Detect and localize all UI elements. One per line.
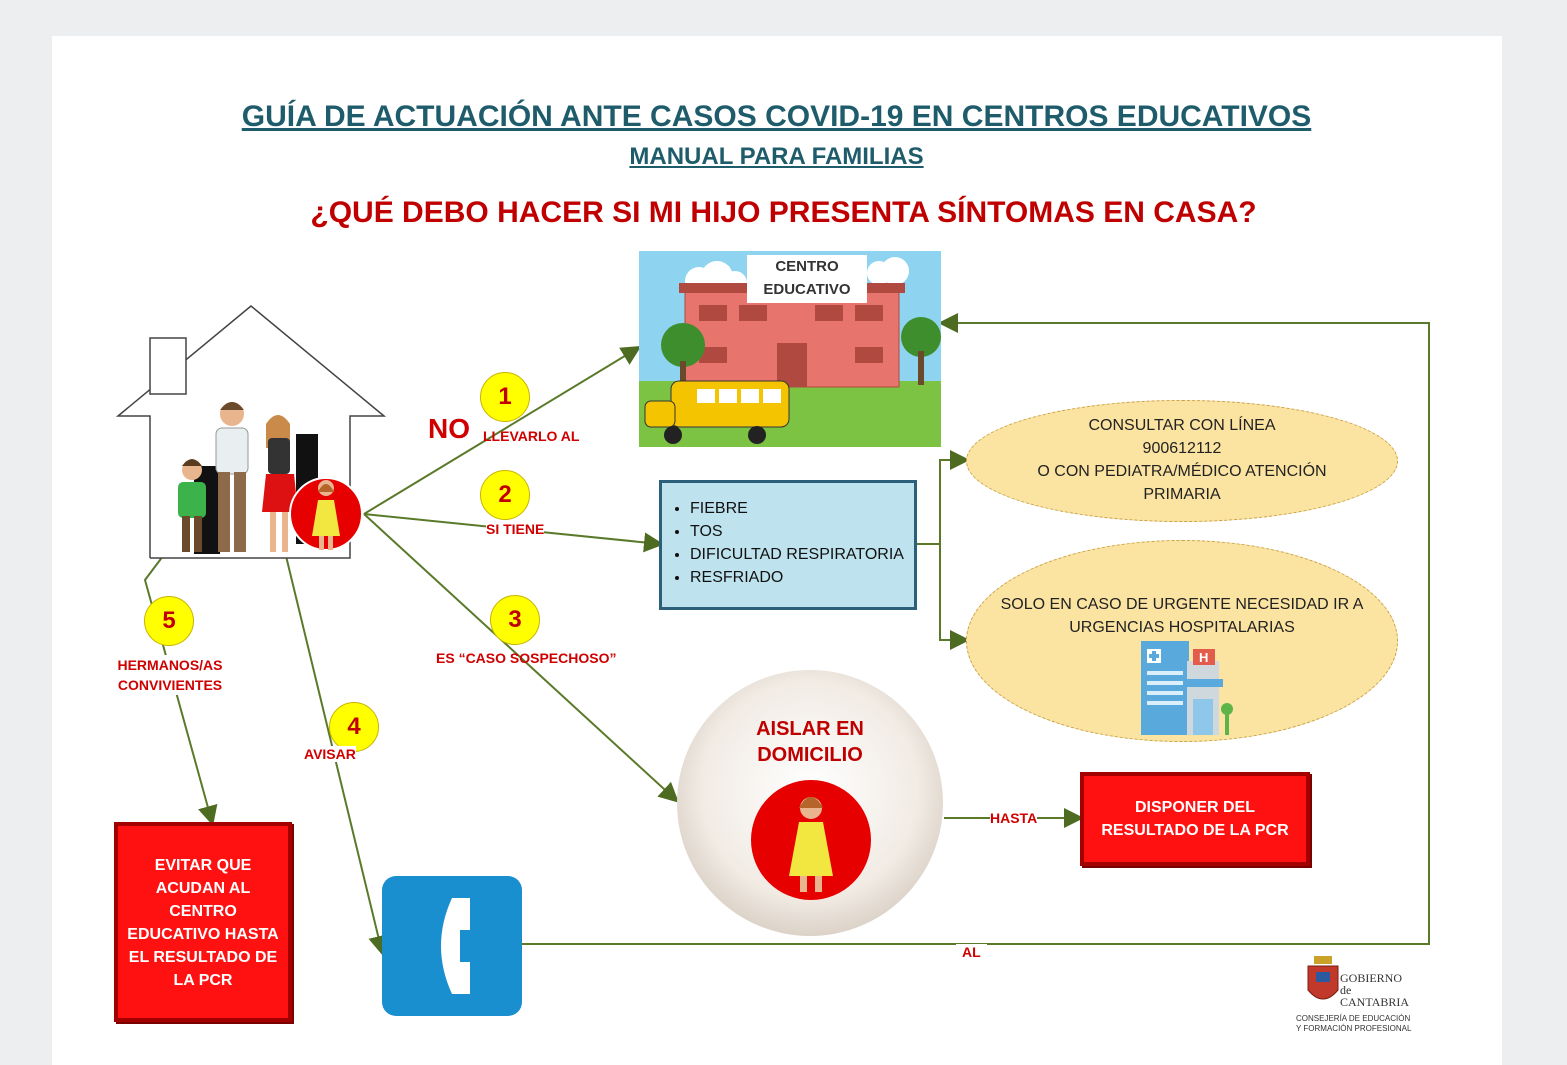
logo-line2: de — [1340, 983, 1352, 997]
svg-text:H: H — [1199, 650, 1209, 665]
urgent-line1: SOLO EN CASO DE URGENTE NECESIDAD IR A — [1000, 596, 1364, 613]
main-question: ¿QUÉ DEBO HACER SI MI HIJO PRESENTA SÍNTOMAS EN CASA? — [310, 196, 1257, 229]
step-5-label — [100, 655, 240, 695]
logo-line4: CONSEJERÍA DE EDUCACIÓN — [1296, 1014, 1411, 1023]
avoid-line: EL RESULTADO DE — [128, 949, 278, 966]
step-5-label-line2: CONVIVIENTES — [117, 677, 223, 693]
urgent-ellipse — [966, 540, 1398, 742]
consult-ellipse — [966, 400, 1398, 522]
step-2-badge: 2 — [480, 470, 530, 520]
avoid-line: CENTRO — [169, 903, 237, 920]
page-subtitle: MANUAL PARA FAMILIAS — [629, 143, 924, 170]
avoid-line: EDUCATIVO HASTA — [127, 926, 279, 943]
symptom-item: • DIFICULTAD RESPIRATORIA — [690, 543, 914, 566]
isolate-line1: AISLAR EN — [756, 718, 864, 740]
school-sign-line1: CENTRO — [775, 258, 839, 275]
step-1-badge: 1 — [480, 372, 530, 422]
logo-line1: GOBIERNO — [1340, 971, 1402, 985]
pcr-line2: RESULTADO DE LA PCR — [1101, 822, 1289, 839]
logo-line3: CANTABRIA — [1340, 995, 1410, 1009]
until-label: HASTA — [990, 810, 1038, 826]
symptom-item: • FIEBRE — [690, 497, 914, 520]
consult-phone: 900612112 — [1142, 440, 1222, 457]
gobierno-logo — [1294, 952, 1454, 1038]
consult-line3: O CON PEDIATRA/MÉDICO ATENCIÓN — [1037, 463, 1327, 480]
arrow-to-consult — [914, 460, 966, 544]
step-4-badge: 4 — [329, 702, 379, 752]
arrow-to-urgent — [940, 544, 966, 640]
isolate-line2: DOMICILIO — [757, 744, 863, 766]
step-5-label-line1: HERMANOS/AS — [117, 657, 223, 673]
avoid-school-box — [114, 822, 292, 1022]
isolation-bubble — [677, 670, 943, 936]
coat-of-arms-icon — [1306, 956, 1340, 1010]
phone-icon — [382, 876, 522, 1016]
school-sign — [747, 255, 867, 303]
avoid-line: LA PCR — [173, 972, 233, 989]
step-1-no: NO — [428, 413, 470, 444]
step-4-label: AVISAR — [304, 746, 356, 762]
symptoms-box — [659, 480, 917, 610]
logo-gov-name — [1340, 972, 1409, 1008]
page-title: GUÍA DE ACTUACIÓN ANTE CASOS COVID-19 EN CENTROS EDUCATIVOS — [241, 100, 1312, 133]
avoid-line: ACUDAN AL — [155, 880, 251, 897]
school-sign-line2: EDUCATIVO — [763, 281, 851, 298]
to-label: AL — [956, 944, 987, 960]
step-1-label: LLEVARLO AL — [483, 428, 580, 444]
consult-line1: CONSULTAR CON LÍNEA — [1088, 417, 1276, 434]
avoid-line: EVITAR QUE — [154, 857, 252, 874]
symptom-item: • TOS — [690, 520, 914, 543]
school-image — [639, 251, 941, 447]
isolated-girl-icon — [749, 778, 873, 902]
logo-department — [1296, 1014, 1411, 1034]
step-2-label: SI TIENE — [486, 521, 545, 537]
house-illustration — [116, 304, 386, 560]
step-3-badge: 3 — [490, 595, 540, 645]
urgent-line2: URGENCIAS HOSPITALARIAS — [1069, 619, 1295, 636]
step-5-badge: 5 — [144, 596, 194, 646]
step-3-label: ES “CASO SOSPECHOSO” — [436, 650, 617, 666]
logo-line5: Y FORMACIÓN PROFESIONAL — [1296, 1024, 1412, 1033]
symptom-item: • RESFRIADO — [690, 566, 914, 589]
consult-line4: PRIMARIA — [1143, 486, 1221, 503]
pcr-result-box — [1080, 772, 1310, 866]
hospital-icon — [1139, 637, 1239, 737]
pcr-line1: DISPONER DEL — [1134, 799, 1255, 816]
